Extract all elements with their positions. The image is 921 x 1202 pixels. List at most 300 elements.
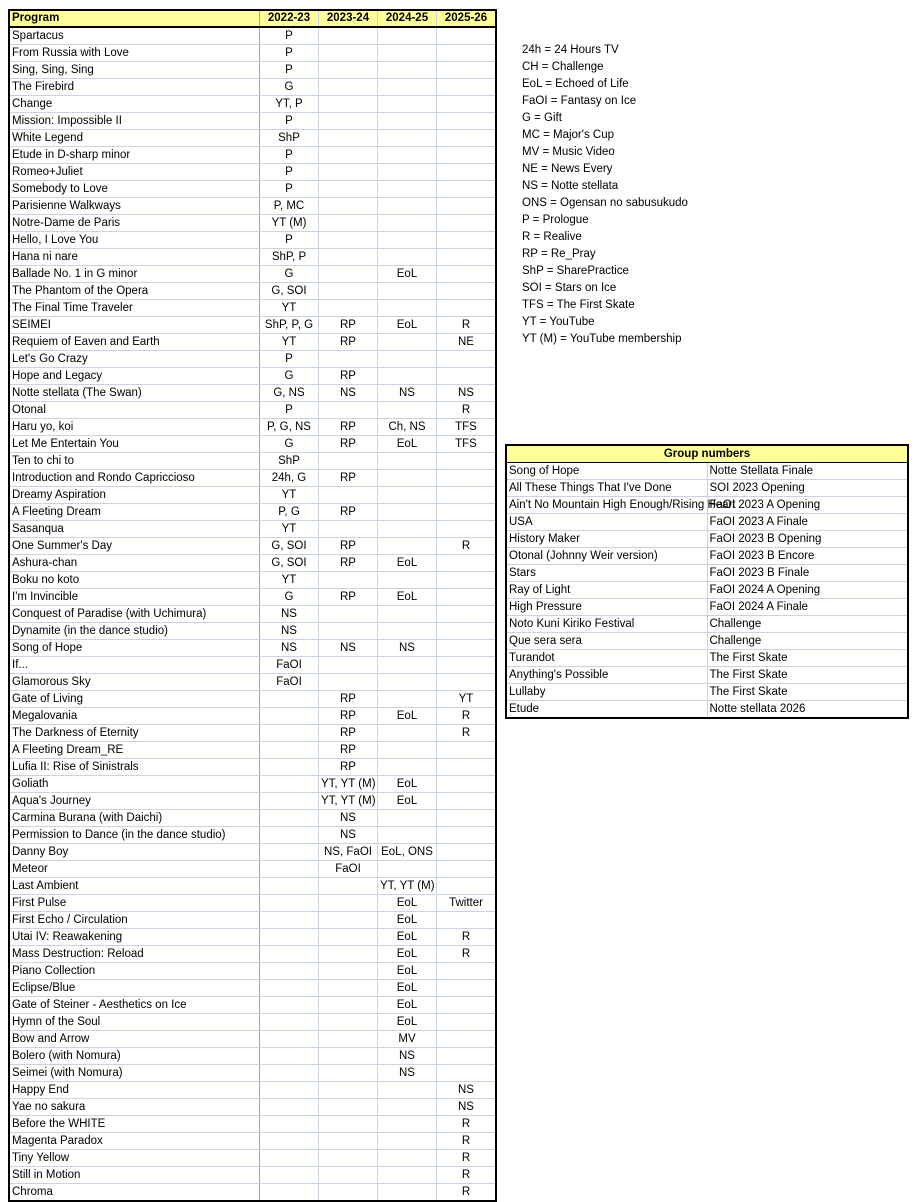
season-cell	[437, 521, 497, 538]
table-row	[9, 606, 496, 623]
season-cell	[319, 623, 378, 640]
group-song-cell: Song of Hope	[506, 463, 707, 480]
season-cell	[378, 198, 437, 215]
program-name-cell: Sing, Sing, Sing	[9, 62, 260, 79]
table-row	[506, 514, 908, 531]
season-cell: EoL	[378, 946, 437, 963]
season-cell	[437, 827, 497, 844]
season-cell: YT	[260, 572, 319, 589]
season-cell	[437, 130, 497, 147]
season-cell: R	[437, 929, 497, 946]
table-row	[9, 1150, 496, 1167]
season-cell	[378, 351, 437, 368]
table-row	[9, 368, 496, 385]
group-event-cell: The First Skate	[707, 650, 908, 667]
table-row	[9, 334, 496, 351]
table-row	[9, 62, 496, 79]
season-cell	[378, 538, 437, 555]
group-event-cell: SOI 2023 Opening	[707, 480, 908, 497]
season-cell: RP	[319, 317, 378, 334]
season-cell	[437, 861, 497, 878]
group-song-cell: Stars	[506, 565, 707, 582]
group-song-cell: Etude	[506, 701, 707, 719]
table-row	[9, 759, 496, 776]
table-row	[506, 565, 908, 582]
season-cell	[378, 249, 437, 266]
table-row	[9, 283, 496, 300]
season-cell: EoL	[378, 912, 437, 929]
season-cell	[260, 1150, 319, 1167]
group-song-cell: Que sera sera	[506, 633, 707, 650]
program-name-cell: Spartacus	[9, 27, 260, 45]
group-song-cell: High Pressure	[506, 599, 707, 616]
group-song-cell: All These Things That I've Done	[506, 480, 707, 497]
season-cell: RP	[319, 436, 378, 453]
season-cell	[378, 130, 437, 147]
program-name-cell: The Final Time Traveler	[9, 300, 260, 317]
program-name-cell: Ten to chi to	[9, 453, 260, 470]
program-name-cell: Haru yo, koi	[9, 419, 260, 436]
season-cell	[260, 912, 319, 929]
program-name-cell: Gate of Living	[9, 691, 260, 708]
season-cell	[437, 997, 497, 1014]
season-cell: FaOI	[260, 657, 319, 674]
program-name-cell: A Fleeting Dream_RE	[9, 742, 260, 759]
legend-item: ShP = SharePractice	[522, 265, 629, 277]
season-cell	[378, 1116, 437, 1133]
season-cell: ShP, P	[260, 249, 319, 266]
program-name-cell: Happy End	[9, 1082, 260, 1099]
season-cell	[437, 589, 497, 606]
table-row	[9, 504, 496, 521]
season-cell	[437, 555, 497, 572]
program-name-cell: Dreamy Aspiration	[9, 487, 260, 504]
season-cell	[319, 1133, 378, 1150]
season-cell	[378, 453, 437, 470]
season-cell	[260, 861, 319, 878]
season-cell	[437, 266, 497, 283]
table-row	[9, 27, 496, 45]
season-cell: P	[260, 181, 319, 198]
season-cell: P	[260, 147, 319, 164]
table-row	[9, 45, 496, 62]
group-event-cell: Notte Stellata Finale	[707, 463, 908, 480]
season-cell: G	[260, 436, 319, 453]
table-row	[9, 351, 496, 368]
season-cell	[378, 674, 437, 691]
program-name-cell: Otonal	[9, 402, 260, 419]
program-name-cell: Romeo+Juliet	[9, 164, 260, 181]
season-cell	[437, 504, 497, 521]
legend-item: MV = Music Video	[522, 146, 615, 158]
season-cell: R	[437, 1133, 497, 1150]
season-cell	[378, 113, 437, 130]
season-cell	[378, 402, 437, 419]
season-cell: MV	[378, 1031, 437, 1048]
season-cell: YT	[437, 691, 497, 708]
season-cell	[378, 606, 437, 623]
season-cell	[378, 521, 437, 538]
season-cell: YT (M)	[260, 215, 319, 232]
season-cell: NS, FaOI	[319, 844, 378, 861]
season-cell	[437, 181, 497, 198]
season-cell: R	[437, 317, 497, 334]
program-name-cell: Glamorous Sky	[9, 674, 260, 691]
table-row	[9, 997, 496, 1014]
season-cell: EoL	[378, 963, 437, 980]
program-name-cell: Boku no koto	[9, 572, 260, 589]
program-name-cell: Parisienne Walkways	[9, 198, 260, 215]
season-cell	[260, 827, 319, 844]
table-row	[9, 1184, 496, 1202]
season-cell: EoL	[378, 436, 437, 453]
season-cell: P	[260, 62, 319, 79]
season-cell	[437, 198, 497, 215]
table-row	[9, 674, 496, 691]
table-row	[9, 1116, 496, 1133]
group-event-cell: Notte stellata 2026	[707, 701, 908, 719]
season-cell: RP	[319, 589, 378, 606]
season-cell	[260, 844, 319, 861]
program-name-cell: The Firebird	[9, 79, 260, 96]
program-name-cell: Meteor	[9, 861, 260, 878]
program-name-cell: Introduction and Rondo Capriccioso	[9, 470, 260, 487]
season-cell	[378, 164, 437, 181]
program-name-cell: Gate of Steiner - Aesthetics on Ice	[9, 997, 260, 1014]
season-cell	[319, 1065, 378, 1082]
season-cell: NS	[378, 1065, 437, 1082]
season-cell: EoL	[378, 776, 437, 793]
season-cell: FaOI	[319, 861, 378, 878]
table-row	[506, 497, 908, 514]
season-cell	[437, 623, 497, 640]
season-cell	[437, 878, 497, 895]
season-cell	[437, 1031, 497, 1048]
season-cell: EoL	[378, 793, 437, 810]
table-row	[9, 215, 496, 232]
season-cell	[437, 368, 497, 385]
program-name-cell: The Darkness of Eternity	[9, 725, 260, 742]
table-row	[9, 147, 496, 164]
table-row	[506, 633, 908, 650]
legend-item: CH = Challenge	[522, 61, 604, 73]
program-name-cell: Bolero (with Nomura)	[9, 1048, 260, 1065]
season-cell: EoL	[378, 266, 437, 283]
table-row	[9, 623, 496, 640]
table-row	[9, 861, 496, 878]
season-cell	[319, 963, 378, 980]
header-2025-26: 2025-26	[437, 10, 497, 27]
program-name-cell: Chroma	[9, 1184, 260, 1202]
season-cell	[260, 963, 319, 980]
season-cell: YT	[260, 334, 319, 351]
group-event-cell: FaOI 2023 A Opening	[707, 497, 908, 514]
program-name-cell: Etude in D-sharp minor	[9, 147, 260, 164]
season-cell	[319, 1082, 378, 1099]
season-cell: RP	[319, 759, 378, 776]
program-name-cell: Piano Collection	[9, 963, 260, 980]
season-cell: NS	[319, 810, 378, 827]
table-row	[9, 164, 496, 181]
header-2022-23: 2022-23	[260, 10, 319, 27]
season-cell: YT, YT (M)	[378, 878, 437, 895]
season-cell	[319, 181, 378, 198]
table-row	[9, 521, 496, 538]
program-name-cell: Carmina Burana (with Daichi)	[9, 810, 260, 827]
season-cell	[319, 1048, 378, 1065]
program-name-cell: The Phantom of the Opera	[9, 283, 260, 300]
season-cell	[319, 674, 378, 691]
season-cell: P	[260, 113, 319, 130]
table-row	[9, 827, 496, 844]
season-cell: EoL, ONS	[378, 844, 437, 861]
season-cell	[319, 215, 378, 232]
table-row	[9, 793, 496, 810]
season-cell	[378, 334, 437, 351]
group-event-cell: The First Skate	[707, 667, 908, 684]
season-cell	[378, 623, 437, 640]
program-table-header	[9, 10, 496, 27]
season-cell: RP	[319, 419, 378, 436]
season-cell	[260, 759, 319, 776]
season-cell: TFS	[437, 436, 497, 453]
group-song-cell: Turandot	[506, 650, 707, 667]
table-row	[506, 548, 908, 565]
table-row	[9, 249, 496, 266]
season-cell: P	[260, 232, 319, 249]
table-row	[9, 725, 496, 742]
legend-item: ONS = Ogensan no sabusukudo	[522, 197, 688, 209]
season-cell	[319, 232, 378, 249]
season-cell	[437, 572, 497, 589]
season-cell: ShP	[260, 130, 319, 147]
group-song-cell: Anything's Possible	[506, 667, 707, 684]
season-cell	[260, 1167, 319, 1184]
season-cell	[319, 453, 378, 470]
season-cell	[437, 249, 497, 266]
legend-item: YT = YouTube	[522, 316, 595, 328]
season-cell: YT, P	[260, 96, 319, 113]
season-cell	[378, 810, 437, 827]
season-cell: R	[437, 1116, 497, 1133]
table-row	[9, 385, 496, 402]
season-cell: R	[437, 946, 497, 963]
legend-item: R = Realive	[522, 231, 582, 243]
season-cell	[378, 742, 437, 759]
season-cell	[260, 1099, 319, 1116]
season-cell	[437, 1048, 497, 1065]
season-cell	[378, 283, 437, 300]
program-name-cell: From Russia with Love	[9, 45, 260, 62]
season-cell	[437, 164, 497, 181]
season-cell: RP	[319, 368, 378, 385]
season-cell	[319, 164, 378, 181]
season-cell	[260, 878, 319, 895]
season-cell	[437, 283, 497, 300]
program-name-cell: If...	[9, 657, 260, 674]
program-name-cell: I'm Invincible	[9, 589, 260, 606]
group-event-cell: FaOI 2023 A Finale	[707, 514, 908, 531]
program-name-cell: Danny Boy	[9, 844, 260, 861]
season-cell	[378, 147, 437, 164]
table-row	[9, 657, 496, 674]
program-name-cell: Seimei (with Nomura)	[9, 1065, 260, 1082]
season-cell	[437, 742, 497, 759]
season-cell: P	[260, 27, 319, 45]
program-name-cell: Notre-Dame de Paris	[9, 215, 260, 232]
table-row	[9, 470, 496, 487]
season-cell: Ch, NS	[378, 419, 437, 436]
season-cell	[319, 300, 378, 317]
season-cell	[260, 1116, 319, 1133]
season-cell	[437, 759, 497, 776]
program-name-cell: Tiny Yellow	[9, 1150, 260, 1167]
program-name-cell: Notte stellata (The Swan)	[9, 385, 260, 402]
legend-item: RP = Re_Pray	[522, 248, 596, 260]
season-cell: G	[260, 589, 319, 606]
season-cell	[260, 1065, 319, 1082]
season-cell	[319, 283, 378, 300]
season-cell: YT	[260, 521, 319, 538]
season-cell: 24h, G	[260, 470, 319, 487]
season-cell: NS	[319, 827, 378, 844]
table-row	[9, 742, 496, 759]
season-cell	[437, 844, 497, 861]
program-name-cell: Bow and Arrow	[9, 1031, 260, 1048]
season-cell: NS	[260, 623, 319, 640]
season-cell	[319, 929, 378, 946]
table-row	[9, 1099, 496, 1116]
season-cell	[319, 606, 378, 623]
season-cell: EoL	[378, 997, 437, 1014]
season-cell	[437, 963, 497, 980]
season-cell	[319, 1116, 378, 1133]
season-cell	[260, 929, 319, 946]
table-row	[506, 650, 908, 667]
season-cell	[378, 27, 437, 45]
table-row	[506, 480, 908, 497]
season-cell	[319, 96, 378, 113]
table-row	[9, 96, 496, 113]
season-cell	[260, 725, 319, 742]
season-cell	[378, 1099, 437, 1116]
season-cell	[437, 1065, 497, 1082]
table-row	[9, 963, 496, 980]
legend-item: MC = Major's Cup	[522, 129, 614, 141]
program-name-cell: First Echo / Circulation	[9, 912, 260, 929]
legend-item: EoL = Echoed of Life	[522, 78, 629, 90]
season-cell: NS	[319, 385, 378, 402]
season-cell	[319, 351, 378, 368]
program-name-cell: Eclipse/Blue	[9, 980, 260, 997]
season-cell	[319, 198, 378, 215]
season-cell	[378, 725, 437, 742]
group-table-body	[506, 463, 908, 719]
program-table	[8, 9, 497, 1202]
season-cell	[260, 1082, 319, 1099]
season-cell	[319, 130, 378, 147]
season-cell: NE	[437, 334, 497, 351]
season-cell: YT	[260, 300, 319, 317]
program-name-cell: Yae no sakura	[9, 1099, 260, 1116]
season-cell	[437, 96, 497, 113]
header-program: Program	[9, 10, 260, 27]
season-cell: P, G	[260, 504, 319, 521]
season-cell	[437, 674, 497, 691]
season-cell	[319, 487, 378, 504]
season-cell	[378, 827, 437, 844]
season-cell	[319, 79, 378, 96]
season-cell	[437, 45, 497, 62]
season-cell	[260, 1031, 319, 1048]
program-name-cell: Hana ni nare	[9, 249, 260, 266]
season-cell: RP	[319, 470, 378, 487]
table-row	[9, 198, 496, 215]
season-cell	[378, 62, 437, 79]
group-song-cell: Noto Kuni Kiriko Festival	[506, 616, 707, 633]
group-song-cell: Lullaby	[506, 684, 707, 701]
table-row	[9, 691, 496, 708]
season-cell: G, NS	[260, 385, 319, 402]
season-cell	[260, 691, 319, 708]
season-cell	[378, 470, 437, 487]
season-cell	[378, 691, 437, 708]
program-name-cell: Let's Go Crazy	[9, 351, 260, 368]
season-cell: R	[437, 708, 497, 725]
group-event-cell: Challenge	[707, 633, 908, 650]
season-cell	[319, 27, 378, 45]
season-cell: YT, YT (M)	[319, 793, 378, 810]
group-song-cell: History Maker	[506, 531, 707, 548]
season-cell	[260, 980, 319, 997]
season-cell	[378, 759, 437, 776]
season-cell: RP	[319, 555, 378, 572]
legend-item: P = Prologue	[522, 214, 589, 226]
season-cell	[319, 657, 378, 674]
season-cell	[260, 793, 319, 810]
group-numbers-table	[505, 444, 909, 719]
season-cell	[260, 810, 319, 827]
season-cell	[378, 1184, 437, 1202]
season-cell: RP	[319, 708, 378, 725]
group-table-header	[506, 445, 908, 463]
group-song-cell: Ain't No Mountain High Enough/Rising Heart	[506, 497, 707, 514]
table-row	[9, 844, 496, 861]
season-cell: EoL	[378, 895, 437, 912]
table-row	[9, 538, 496, 555]
season-cell	[260, 895, 319, 912]
season-cell: EoL	[378, 1014, 437, 1031]
season-cell	[319, 878, 378, 895]
season-cell	[319, 266, 378, 283]
season-cell	[319, 912, 378, 929]
program-name-cell: Magenta Paradox	[9, 1133, 260, 1150]
season-cell	[260, 1048, 319, 1065]
program-name-cell: Conquest of Paradise (with Uchimura)	[9, 606, 260, 623]
season-cell: RP	[319, 334, 378, 351]
season-cell	[260, 997, 319, 1014]
program-name-cell: Mass Destruction: Reload	[9, 946, 260, 963]
table-row	[9, 912, 496, 929]
table-row	[9, 572, 496, 589]
table-row	[9, 1065, 496, 1082]
season-cell: NS	[378, 1048, 437, 1065]
group-event-cell: FaOI 2024 A Opening	[707, 582, 908, 599]
season-cell	[437, 300, 497, 317]
season-cell	[319, 113, 378, 130]
season-cell: P	[260, 45, 319, 62]
season-cell: Twitter	[437, 895, 497, 912]
